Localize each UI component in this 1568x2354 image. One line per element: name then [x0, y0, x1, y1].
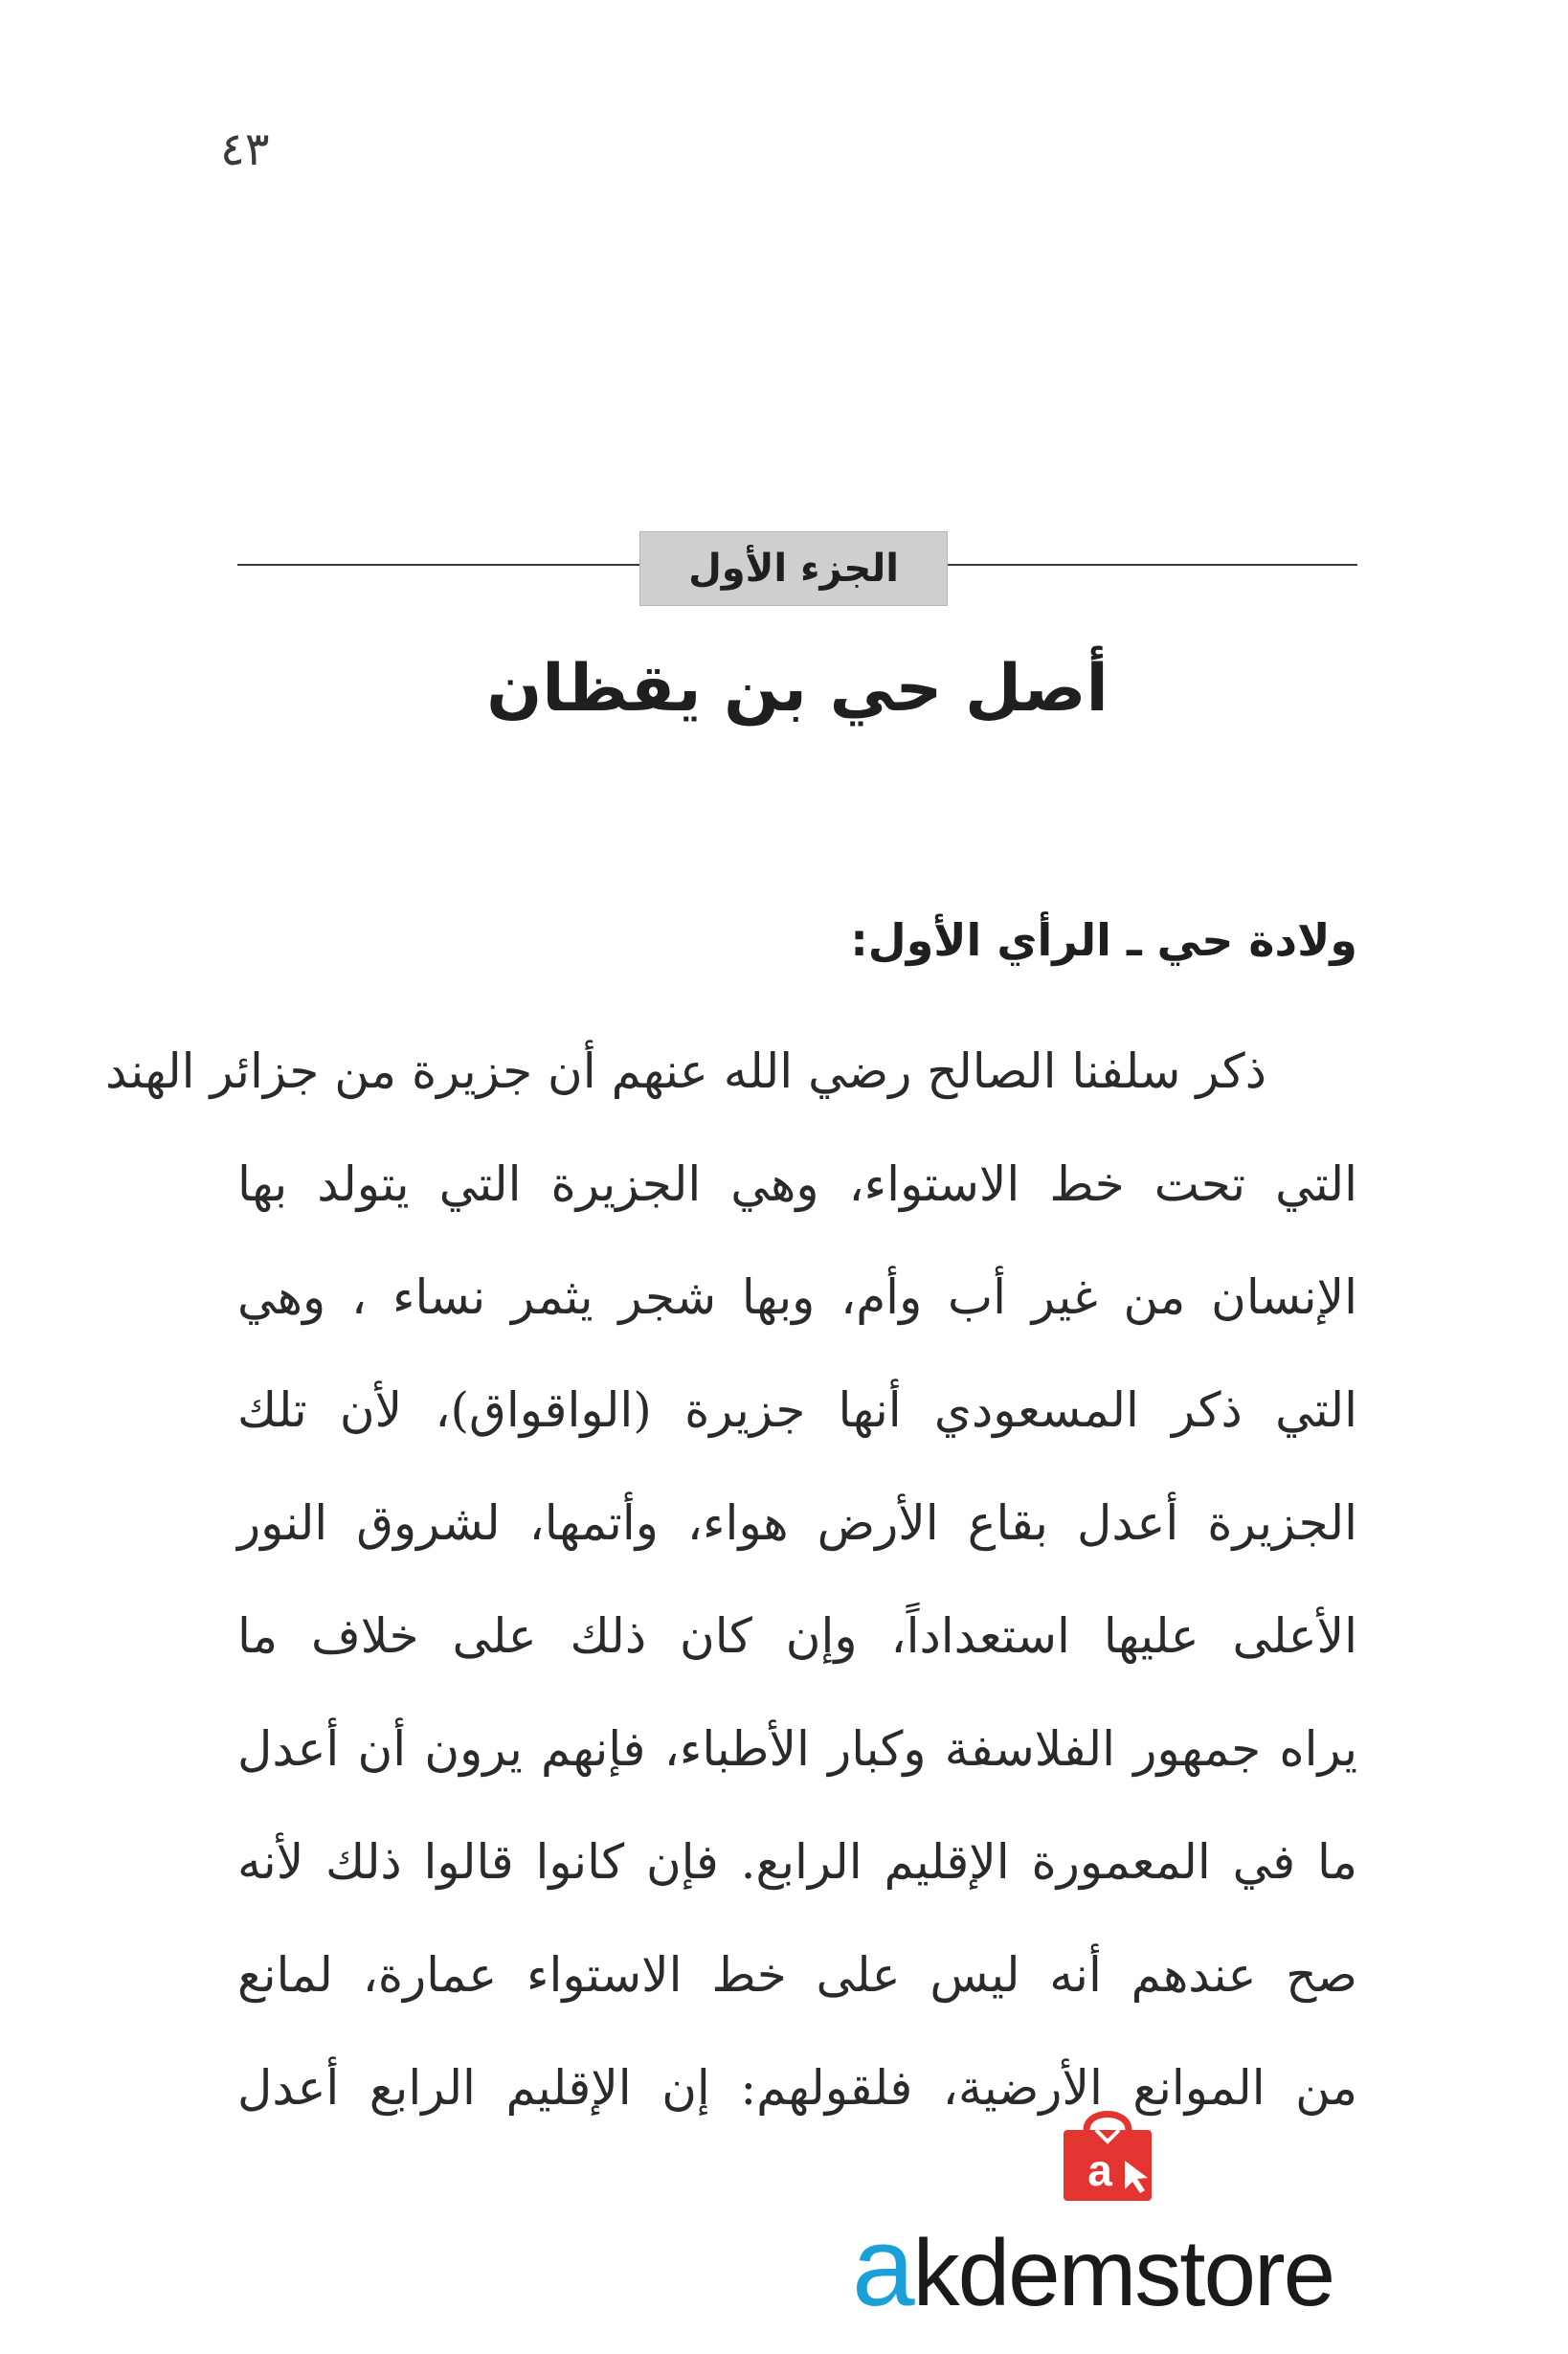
body-line: الأعلى عليها استعداداً، وإن كان ذلك على خلاف ما	[237, 1608, 1357, 1664]
body-paragraph	[105, 1015, 1357, 2144]
body-line: صح عندهم أنه ليس على خط الاستواء عمارة، لمانع	[237, 1947, 1357, 2003]
store-name-rest: kdemstore	[912, 2220, 1334, 2325]
body-line: ما في المعمورة الإقليم الرابع. فإن كانوا قالوا ذلك لأنه	[237, 1834, 1357, 1890]
body-line: الجزيرة أعدل بقاع الأرض هواء، وأتمها، لشروق النور	[237, 1495, 1357, 1551]
body-line: التي تحت خط الاستواء، وهي الجزيرة التي يتولد بها	[237, 1156, 1357, 1212]
part-divider-right	[946, 564, 1357, 566]
section-heading: ولادة حي ـ الرأي الأول:	[850, 914, 1357, 966]
part-header	[237, 531, 1357, 608]
body-line: الإنسان من غير أب وأم، وبها شجر يثمر نساء ، وهي	[237, 1269, 1357, 1325]
chapter-title: أصل حي بن يقظان	[486, 651, 1109, 727]
store-name-accent: a	[852, 2204, 913, 2330]
part-label: الجزء الأول	[639, 531, 948, 606]
body-line: يراه جمهور الفلاسفة وكبار الأطباء، فإنهم يرون أن أعدل	[237, 1721, 1357, 1777]
shopping-bag-icon	[1058, 2101, 1157, 2205]
body-line: ذكر سلفنا الصالح رضي الله عنهم أن جزيرة من جزائر الهند	[105, 1043, 1266, 1099]
store-name	[852, 2202, 1388, 2330]
store-watermark	[852, 2101, 1388, 2330]
part-divider-left	[237, 564, 639, 566]
page-number: ٤٣	[220, 123, 270, 176]
body-line: من الموانع الأرضية، فلقولهم: إن الإقليم الرابع أعدل	[237, 2060, 1357, 2116]
body-line: التي ذكر المسعودي أنها جزيرة (الواقواق)، لأن تلك	[237, 1382, 1357, 1438]
logo-letter: a	[1087, 2145, 1112, 2195]
